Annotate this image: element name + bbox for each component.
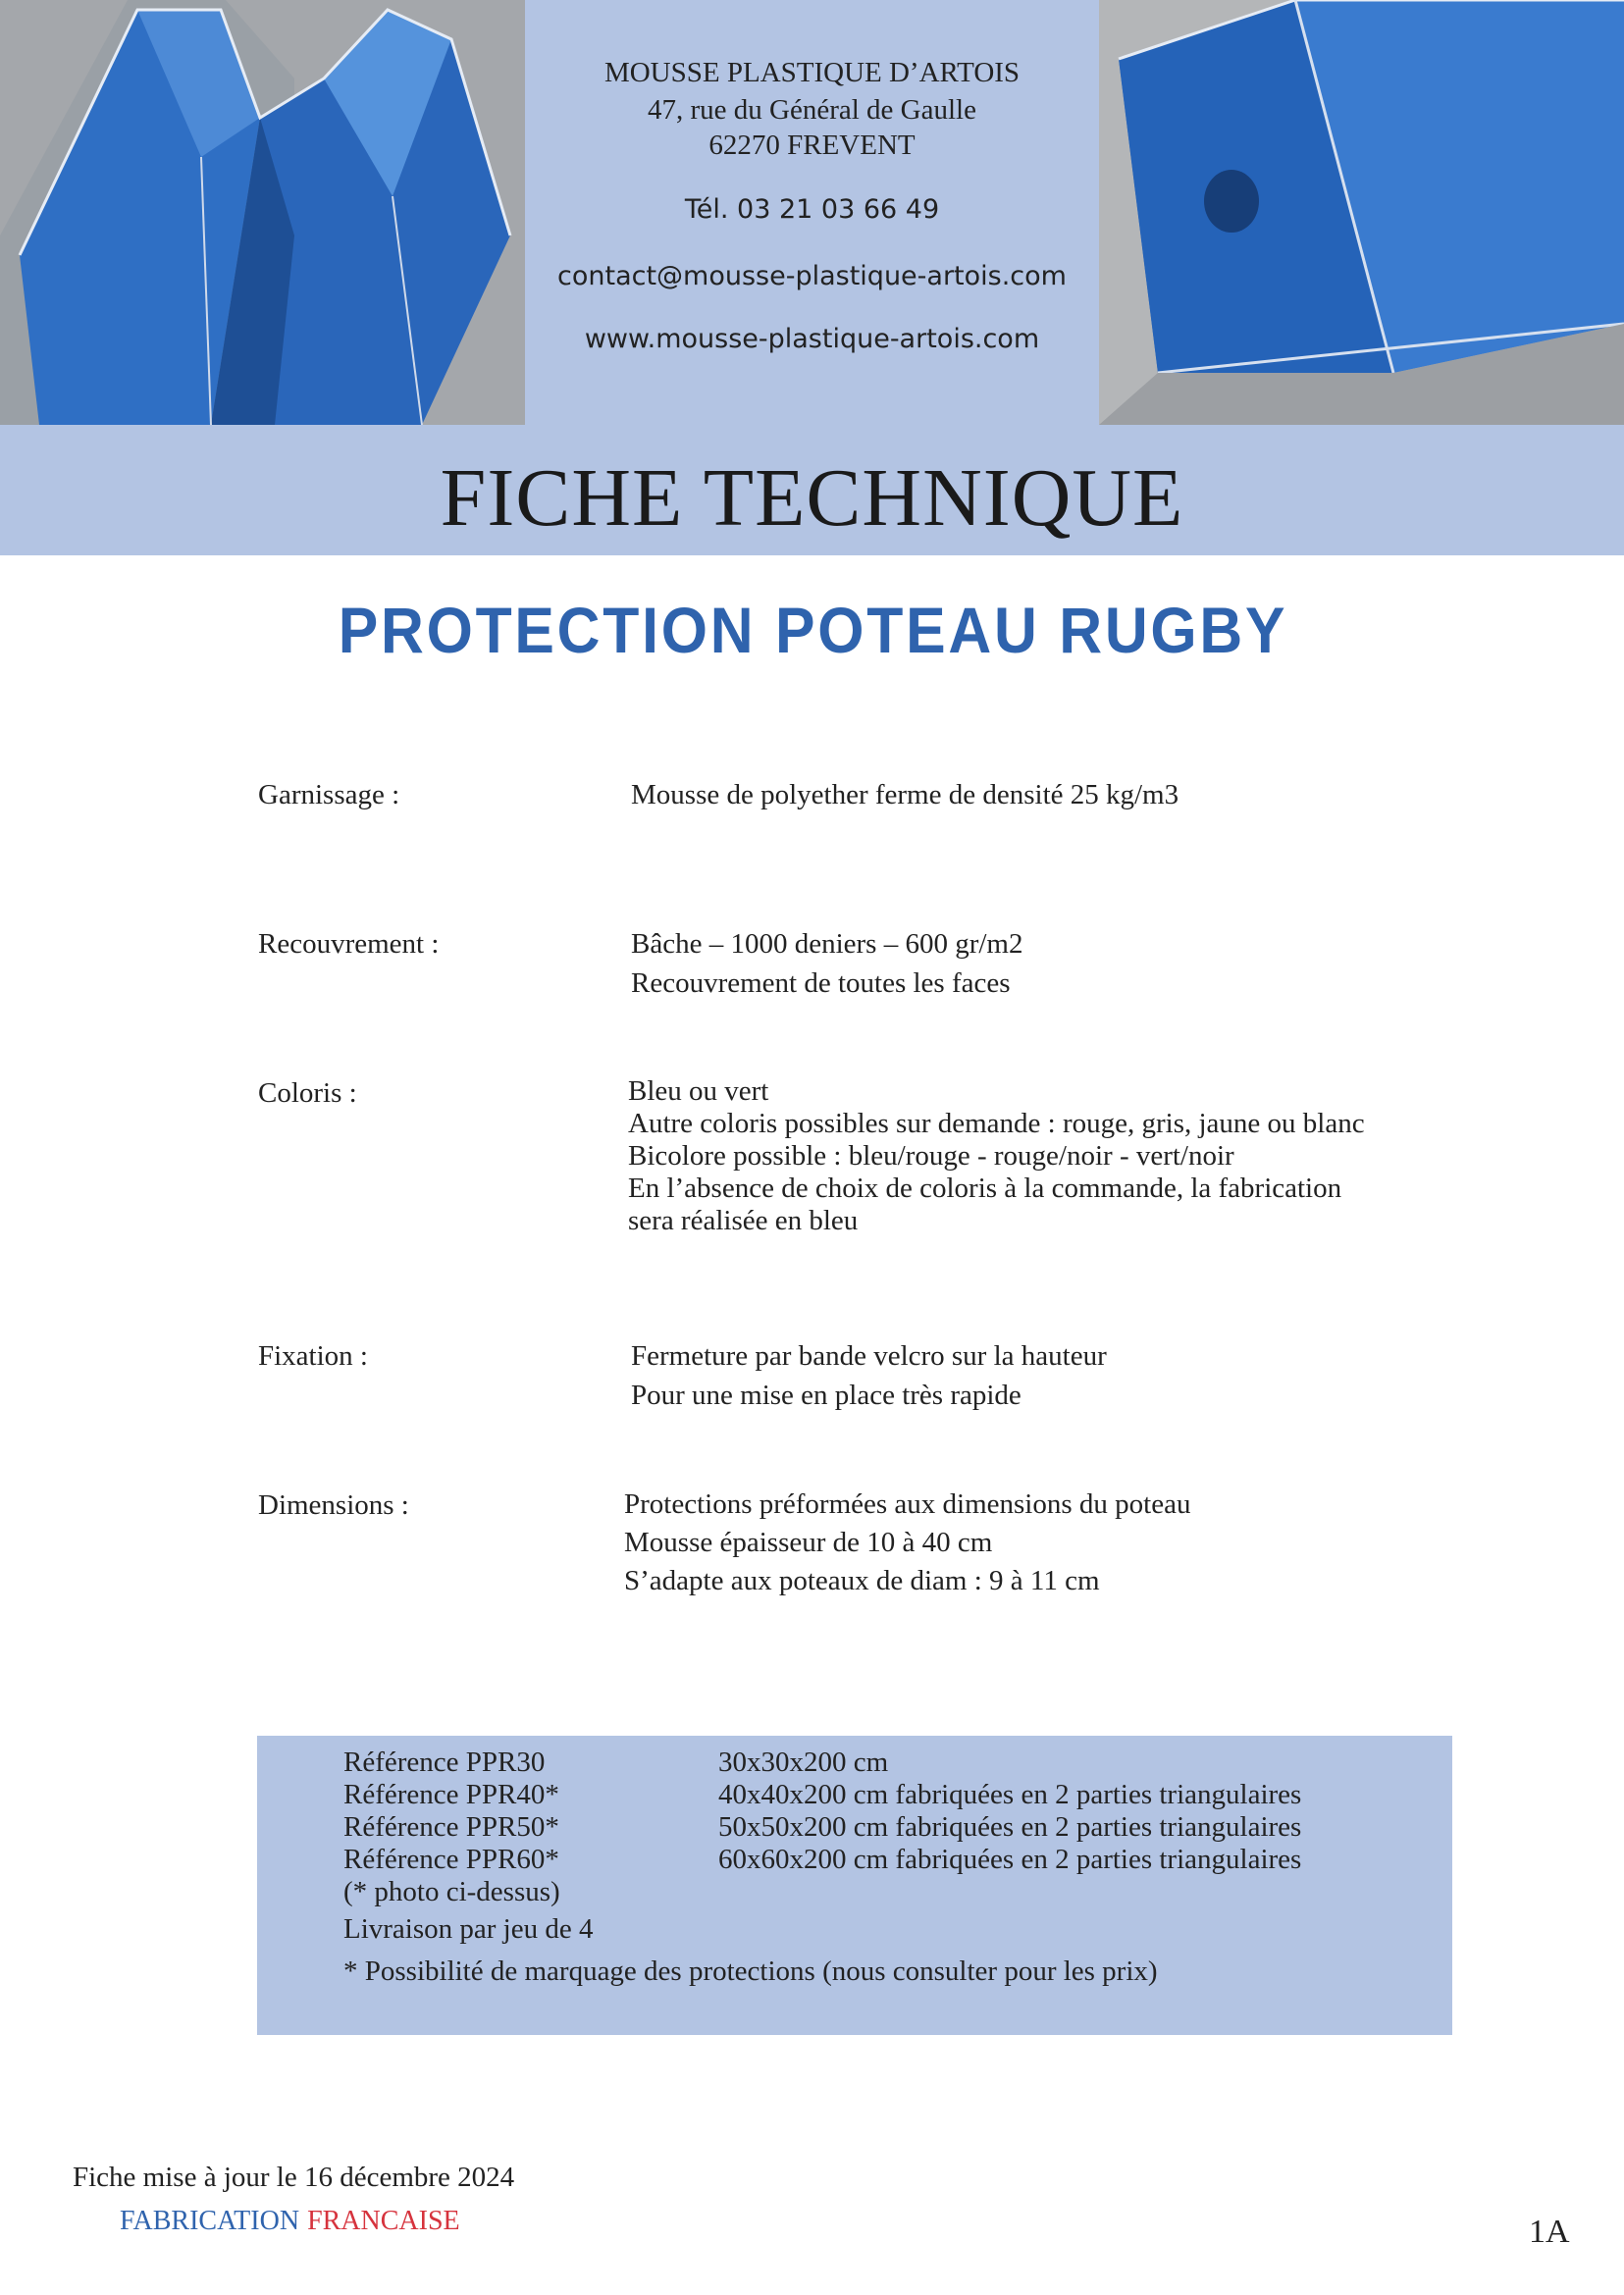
reference-code: Référence PPR50* — [343, 1811, 559, 1843]
spec-line: sera réalisée en bleu — [628, 1205, 859, 1236]
spec-label-dimensions: Dimensions : — [258, 1489, 409, 1521]
spec-line: En l’absence de choix de coloris à la commande, la fabrication — [628, 1173, 1342, 1204]
spec-value-dimensions — [624, 1486, 1190, 1600]
spec-value-fixation — [631, 1336, 1107, 1415]
company-phone: Tél. 03 21 03 66 49 — [684, 194, 940, 225]
spec-label-garnissage: Garnissage : — [258, 779, 400, 810]
product-title: PROTECTION POTEAU RUGBY — [338, 594, 1288, 666]
reference-code: Référence PPR40* — [343, 1779, 559, 1810]
spec-line: Bâche – 1000 deniers – 600 gr/m2 — [631, 928, 1023, 960]
spec-line: Autre coloris possibles sur demande : rouge, gris, jaune ou blanc — [628, 1108, 1365, 1139]
reference-dimension: 40x40x200 cm fabriquées en 2 parties triangulaires — [718, 1779, 1302, 1810]
product-photo-open — [0, 0, 525, 425]
company-city: 62270 FREVENT — [708, 130, 916, 161]
photo-note: (* photo ci-dessus) — [343, 1876, 560, 1907]
reference-box — [257, 1736, 1452, 2035]
spec-line: Mousse de polyether ferme de densité 25 kg/m3 — [631, 779, 1179, 810]
made-in-france — [120, 2206, 460, 2237]
spec-value-recouvrement — [631, 924, 1022, 1003]
product-photo-closed-illustration — [1099, 0, 1624, 425]
page-number: 1A — [1529, 2214, 1570, 2250]
title-band — [0, 425, 1624, 555]
made-in-word-1: FABRICATION — [120, 2206, 300, 2236]
marking-note: * Possibilité de marquage des protections (nous consulter pour les prix) — [343, 1956, 1158, 1987]
spec-line: Bicolore possible : bleu/rouge - rouge/noir - vert/noir — [628, 1140, 1234, 1172]
reference-code: Référence PPR60* — [343, 1844, 559, 1875]
spec-line: Pour une mise en place très rapide — [631, 1380, 1022, 1411]
update-date: Fiche mise à jour le 16 décembre 2024 — [73, 2162, 515, 2193]
spec-line: Recouvrement de toutes les faces — [631, 967, 1011, 999]
spec-line: Protections préformées aux dimensions du poteau — [624, 1488, 1191, 1520]
reference-dimension: 30x30x200 cm — [718, 1747, 889, 1778]
reference-dimensions — [718, 1747, 1301, 1876]
reference-dimension: 60x60x200 cm fabriquées en 2 parties triangulaires — [718, 1844, 1302, 1875]
spec-line: Bleu ou vert — [628, 1075, 769, 1107]
company-email[interactable]: contact@mousse-plastique-artois.com — [557, 261, 1067, 291]
company-street: 47, rue du Général de Gaulle — [648, 94, 976, 126]
company-website[interactable]: www.mousse-plastique-artois.com — [584, 324, 1040, 354]
spec-value-coloris — [628, 1075, 1365, 1237]
reference-code: Référence PPR30 — [343, 1747, 546, 1778]
spec-line: S’adapte aux poteaux de diam : 9 à 11 cm — [624, 1565, 1100, 1596]
contact-block — [525, 0, 1099, 425]
product-photo-open-illustration — [0, 0, 525, 425]
spec-label-recouvrement: Recouvrement : — [258, 928, 440, 960]
spec-label-coloris: Coloris : — [258, 1077, 357, 1109]
spec-line: Mousse épaisseur de 10 à 40 cm — [624, 1527, 993, 1558]
delivery-note: Livraison par jeu de 4 — [343, 1913, 594, 1945]
made-in-word-2: FRANCAISE — [307, 2206, 460, 2236]
page-title: FICHE TECHNIQUE — [440, 452, 1184, 544]
spec-line: Fermeture par bande velcro sur la hauteur — [631, 1340, 1107, 1372]
reference-dimension: 50x50x200 cm fabriquées en 2 parties triangulaires — [718, 1811, 1302, 1843]
product-photo-closed — [1099, 0, 1624, 425]
company-name: MOUSSE PLASTIQUE D’ARTOIS — [603, 57, 1021, 88]
spec-label-fixation: Fixation : — [258, 1340, 368, 1372]
spec-value-garnissage — [631, 779, 1179, 811]
